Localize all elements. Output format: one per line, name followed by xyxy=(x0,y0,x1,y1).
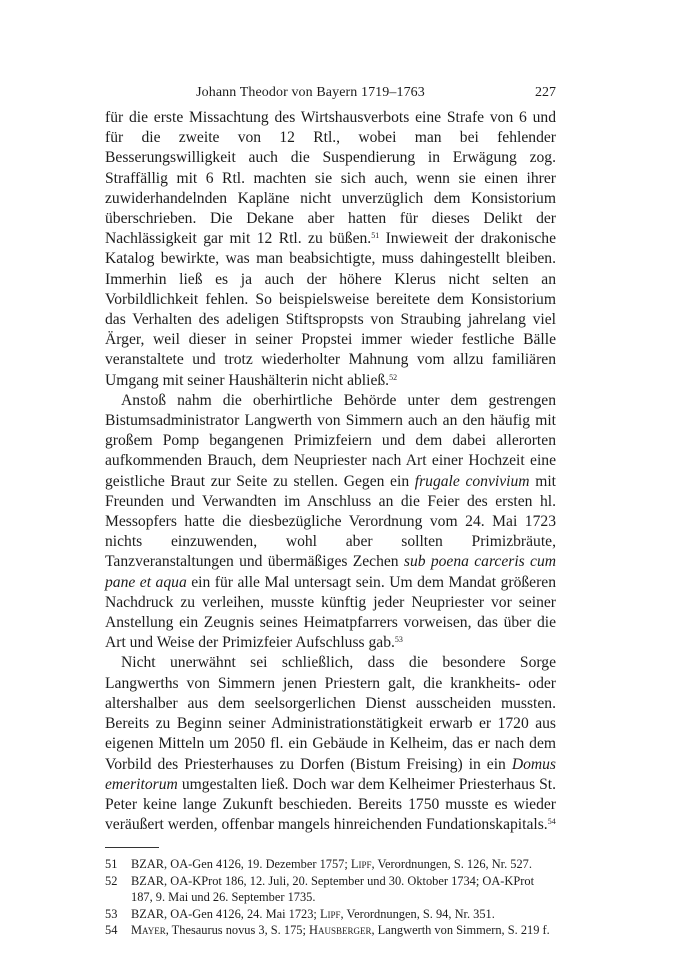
footnote-54 xyxy=(105,922,556,938)
footnote-text-b: , Verordnungen, S. 94, Nr. 351. xyxy=(340,906,495,921)
footnote-text xyxy=(131,856,556,872)
footnote-text-b: , Langwerth von Simmern, S. 219 f. xyxy=(371,922,550,937)
paragraph-1-text-b: Inwieweit der drakonische Katalog bewirkte, was man beabsichtigte, muss dahingestellt bleiben. Immerhin ließ es ja auch der höhere Klerus nicht selten an Vorbildlichkeit fehlen. So beispielsweise bereitete dem Konsistorium das Verhalten des adeligen Stiftspropsts von Straubing jahrelang viel Ärger, weil dieser in seiner Propstei immer wieder festliche Bälle veranstaltete und trotz wiederholter Mahnung vom allzu familiären Umgang mit seiner Haushälterin nicht abließ. xyxy=(105,230,556,389)
footnote-text-a: , Thesaurus novus 3, S. 175; xyxy=(165,922,309,937)
author-smallcaps: Lipf xyxy=(350,857,372,872)
footnote-text xyxy=(131,922,556,938)
footnote-divider xyxy=(105,847,159,848)
footnote-number: 52 xyxy=(105,873,118,888)
footnote-number: 51 xyxy=(105,857,118,872)
footnote-52 xyxy=(105,873,556,906)
author-smallcaps: Hausberger xyxy=(309,922,372,937)
paragraph-1 xyxy=(105,108,556,391)
footnote-ref-52: 52 xyxy=(389,372,398,382)
author-smallcaps: Lipf xyxy=(319,906,341,921)
paragraph-3-text-b: umgestalten ließ. Doch war dem Kelheimer Priesterhaus St. Peter keine lange Zukunft beschieden. Bereits 1750 musste es wieder veräußert werden, offenbar mangels hinreichenden Fundationskapitals. xyxy=(105,775,556,834)
running-head xyxy=(105,84,556,108)
footnote-ref-51: 51 xyxy=(371,231,380,241)
footnote-text-a: BZAR, OA-Gen 4126, 24. Mai 1723; xyxy=(131,906,320,921)
running-title: Johann Theodor von Bayern 1719–1763 xyxy=(196,85,425,100)
paragraph-2 xyxy=(105,391,556,654)
footnote-53 xyxy=(105,906,556,922)
author-smallcaps: Mayer xyxy=(131,922,166,937)
paragraph-2-text-b: mit Freunden und Verwandten im Anschluss an die Feier des ersten hl. Messopfers hatte die diesbezügliche Verordnung vom 24. Mai 1723 nichts einzuwenden, wohl aber sollten Primizbräute, Tanzveranstaltungen und übermäßiges Zechen xyxy=(105,472,556,571)
paragraph-3 xyxy=(105,653,556,835)
footnote-51 xyxy=(105,856,556,872)
book-page xyxy=(105,84,556,938)
paragraph-2-text-a: Anstoß nahm die oberhirtliche Behörde unter dem gestrengen Bistumsadministrator Langwerth von Simmern auch an den häufig mit großem Pomp begangenen Primizfeiern und dem dabei allerorten aufkommenden Brauch, dem Neupriester nach Art einer Hochzeit eine geistliche Braut zur Seite zu stellen. Gegen ein xyxy=(105,391,556,490)
footnote-number: 54 xyxy=(105,922,118,937)
paragraph-3-text-a: Nicht unerwähnt sei schließlich, dass die besondere Sorge Langwerths von Simmern jenen Priestern galt, die krankheits- oder altershalber aus dem seelsorgerlichen Dienst ausscheiden mussten. Bereits zu Beginn seiner Administrationstätigkeit erwarb er 1720 aus eigenen Mitteln um 2050 fl. ein Gebäude in Kelheim, das er nach dem Vorbild des Priesterhauses zu Dorfen (Bistum Freising) in ein xyxy=(105,654,556,773)
paragraph-3-italic: Domus emeritorum xyxy=(105,755,556,793)
paragraph-2-text-c: ein für alle Mal untersagt sein. Um dem Mandat größeren Nachdruck zu verleihen, musste künftig jeder Neupriester vor seiner Anstellung ein Zeugnis seines Heimatpfarrers vorweisen, das über die Art und Weise der Primizfeier Aufschluss gab. xyxy=(105,573,556,652)
paragraph-1-text-a: für die erste Missachtung des Wirtshausverbots eine Strafe von 6 und für die zweite von 12 Rtl., wobei man bei fehlender Besserungswilligkeit auch die Suspendierung in Erwägung zog. Straffällig mit 6 Rtl. machten sie sich auch, wenn sie einen ihrer zuwiderhandelnden Kapläne nicht unverzüglich dem Konsistorium überschrieben. Die Dekane aber hatten für dieses Delikt der Nachlässigkeit gar mit 12 Rtl. zu büßen. xyxy=(105,109,556,248)
footnote-text: BZAR, OA-KProt 186, 12. Juli, 20. September und 30. Oktober 1734; OA-KProt 187, 9. Mai und 26. September 1735. xyxy=(131,873,535,905)
footnote-ref-54: 54 xyxy=(547,817,556,827)
paragraph-2-italic-1: frugale convivium xyxy=(414,472,530,490)
paragraph-2-italic-2: sub poena carceris cum pane et aqua xyxy=(105,553,557,591)
body-text xyxy=(105,108,556,835)
footnote-number: 53 xyxy=(105,906,118,921)
footnote-text-b: , Verordnungen, S. 126, Nr. 527. xyxy=(371,857,532,872)
footnote-text xyxy=(131,906,556,922)
footnote-ref-53: 53 xyxy=(394,635,403,645)
page-number: 227 xyxy=(535,85,556,100)
footnote-text-a: BZAR, OA-Gen 4126, 19. Dezember 1757; xyxy=(131,857,351,872)
footnotes xyxy=(105,856,556,938)
